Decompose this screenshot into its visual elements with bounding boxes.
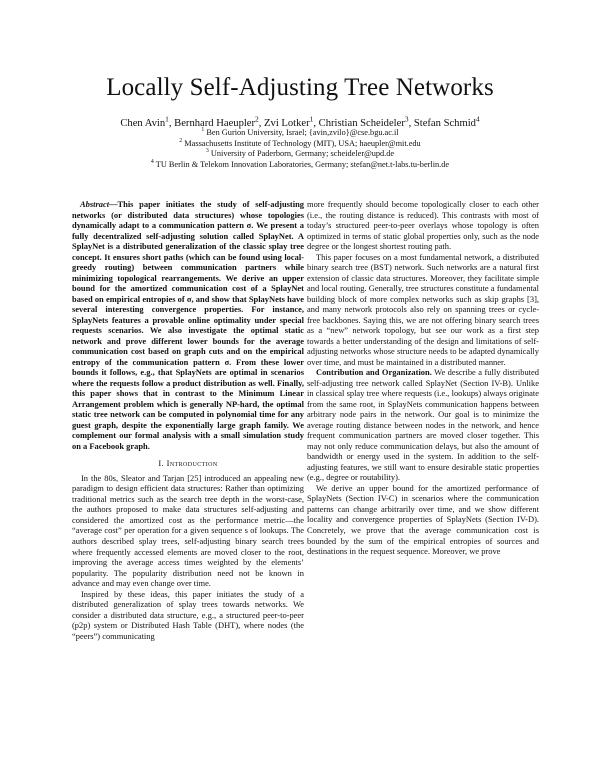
right-column [307,199,539,557]
affiliation: $^4$ TU Berlin & Telekom Innovation Laboratories, Germany; stefan@net.t-labs.tu-berlin.de [150,158,450,169]
author: Zvi Lotker$^1$ [264,114,314,129]
abstract [72,199,304,451]
abstract-text: This paper initiates the study of self-adjusting networks (or distributed data structures) whose topologies dynamically adapt to a communication pattern σ. We present a fully decentralized self-adjusting solution called SplayNet. A SplayNet is a distributed generalization of the classic splay tree concept. It ensures short paths (which can be found using local-greedy routing) between communication partners while minimizing topological rearrangements. We derive an upper bound for the amortized communication cost of a SplayNet based on empirical entropies of σ, and show that SplayNets have several interesting convergence properties. For instance, SplayNets features a provable online optimality under special requests scenarios. We also investigate the optimal static network and prove different lower bounds for the average communication cost based on graph cuts and on the empirical entropy of the communication pattern σ. From these lower bounds it follows, e.g., that SplayNets are optimal in scenarios where the requests follow a product distribution as well. Finally, this paper shows that in contrast to the Minimum Linear Arrangement problem which is generally NP-hard, the optimal static tree network can be computed in polynomial time for any guest graph, despite the exponentially large graph family. We complement our formal analysis with a small simulation study on a Facebook graph. [72,199,304,451]
author: Stefan Schmid$^4$ [413,114,480,129]
author: Bernhard Haeupler$^2$ [174,114,259,129]
author: Christian Scheideler$^3$ [318,114,409,129]
contribution-text: We describe a fully distributed self-adjusting tree network called SplayNet (Section IV-B). Unlike in classical splay tree where requests (i.e., lookups) always originate from the same root, in SplayNets communication happens between arbitrary node pairs in the network. Our goal is to minimize the average routing distance between nodes in the network, and hence frequent communication partners are moved closer together. This may not only reduce communication delays, but also the amount of bandwidth or energy used in the system. In addition to the self-adjusting features, we still want to ensure desirable static properties (e.g., degree or routability). [307,367,539,483]
right-paragraph-2: This paper focuses on a most fundamental network, a distributed binary search tree (BST) network. Such networks are a natural first extension of classic data structures. Moreover, they facilitate simple and local routing. Generally, tree structures constitute a fundamental building block of more complex networks such as skip graphs [3], and many network protocols also rely on spanning trees or cycle-free backbones. Saying this, we are not offering binary search trees as a “new” network topology, but see our work as a first step towards a better understanding of the design and limitations of self-adjusting networks whose structure needs to be adapted dynamically over time, and must be maintained in a distributed manner. [307,251,539,367]
affiliation: $^3$ University of Paderborn, Germany; scheideler@upd.de [205,148,395,158]
paper-title: Locally Self-Adjusting Tree Networks [106,74,494,101]
right-paragraph-1: more frequently should become topologically closer to each other (i.e., the routing distance is reduced). This contrasts with most of today’s structured peer-to-peer overlays whose topology is often optimized in terms of static global properties only, such as the node degree or the longest shortest routing path. [307,199,539,252]
author-list: Chen Avin$^1$, Bernhard Haeupler$^2$, Zvi Lotker$^1$, Christian Scheideler$^3$, Stefan Schmid$^4$ [120,114,480,129]
intro-paragraph-2: Inspired by these ideas, this paper initiates the study of a distributed generalization of splay trees towards networks. We consider a distributed data structure, e.g., a structured peer-to-peer (p2p) system or Distributed Hash Table (DHT), where nodes (the “peers”) communicating [72,588,304,641]
affiliation: $^1$ Ben Gurion University, Israel; {avin,zvilo}@cse.bgu.ac.il [201,127,399,137]
author: Chen Avin$^1$ [120,114,169,129]
section-heading-introduction: I. Introduction [158,458,218,469]
affiliation: $^2$ Massachusetts Institute of Technology (MIT), USA; haeupler@mit.edu [179,137,421,148]
intro-paragraph-1: In the 80s, Sleator and Tarjan [25] introduced an appealing new paradigm to design efficient data structures: Rather than optimizing traditional metrics such as the search tree depth in the worst-case, the authors proposed to make data structures self-adjusting and considered the amortized cost as the performance metric—the “average cost” per operation for a given sequence s of lookups. The authors described splay trees, self-adjusting binary search trees where frequently accessed elements are moved closer to the root, improving the average access times weighted by the elements’ popularity. The popularity distribution need not be known in advance and may even change over time. [72,472,304,589]
contribution-paragraph [307,367,539,483]
affiliation-list [0,128,600,170]
right-paragraph-4: We derive an upper bound for the amortized performance of SplayNets (Section IV-C) in scenarios where the communication patterns can change arbitrarily over time, and we show different locality and convergence properties of SplayNets (Section IV-D). Concretely, we prove that the average communication cost is bounded by the sum of the empirical entropies of sources and destinations in the request sequence. Moreover, we prove [307,482,539,557]
left-column [72,199,304,641]
contribution-heading: Contribution and Organization. [316,367,432,378]
abstract-label: Abstract— [80,199,118,209]
